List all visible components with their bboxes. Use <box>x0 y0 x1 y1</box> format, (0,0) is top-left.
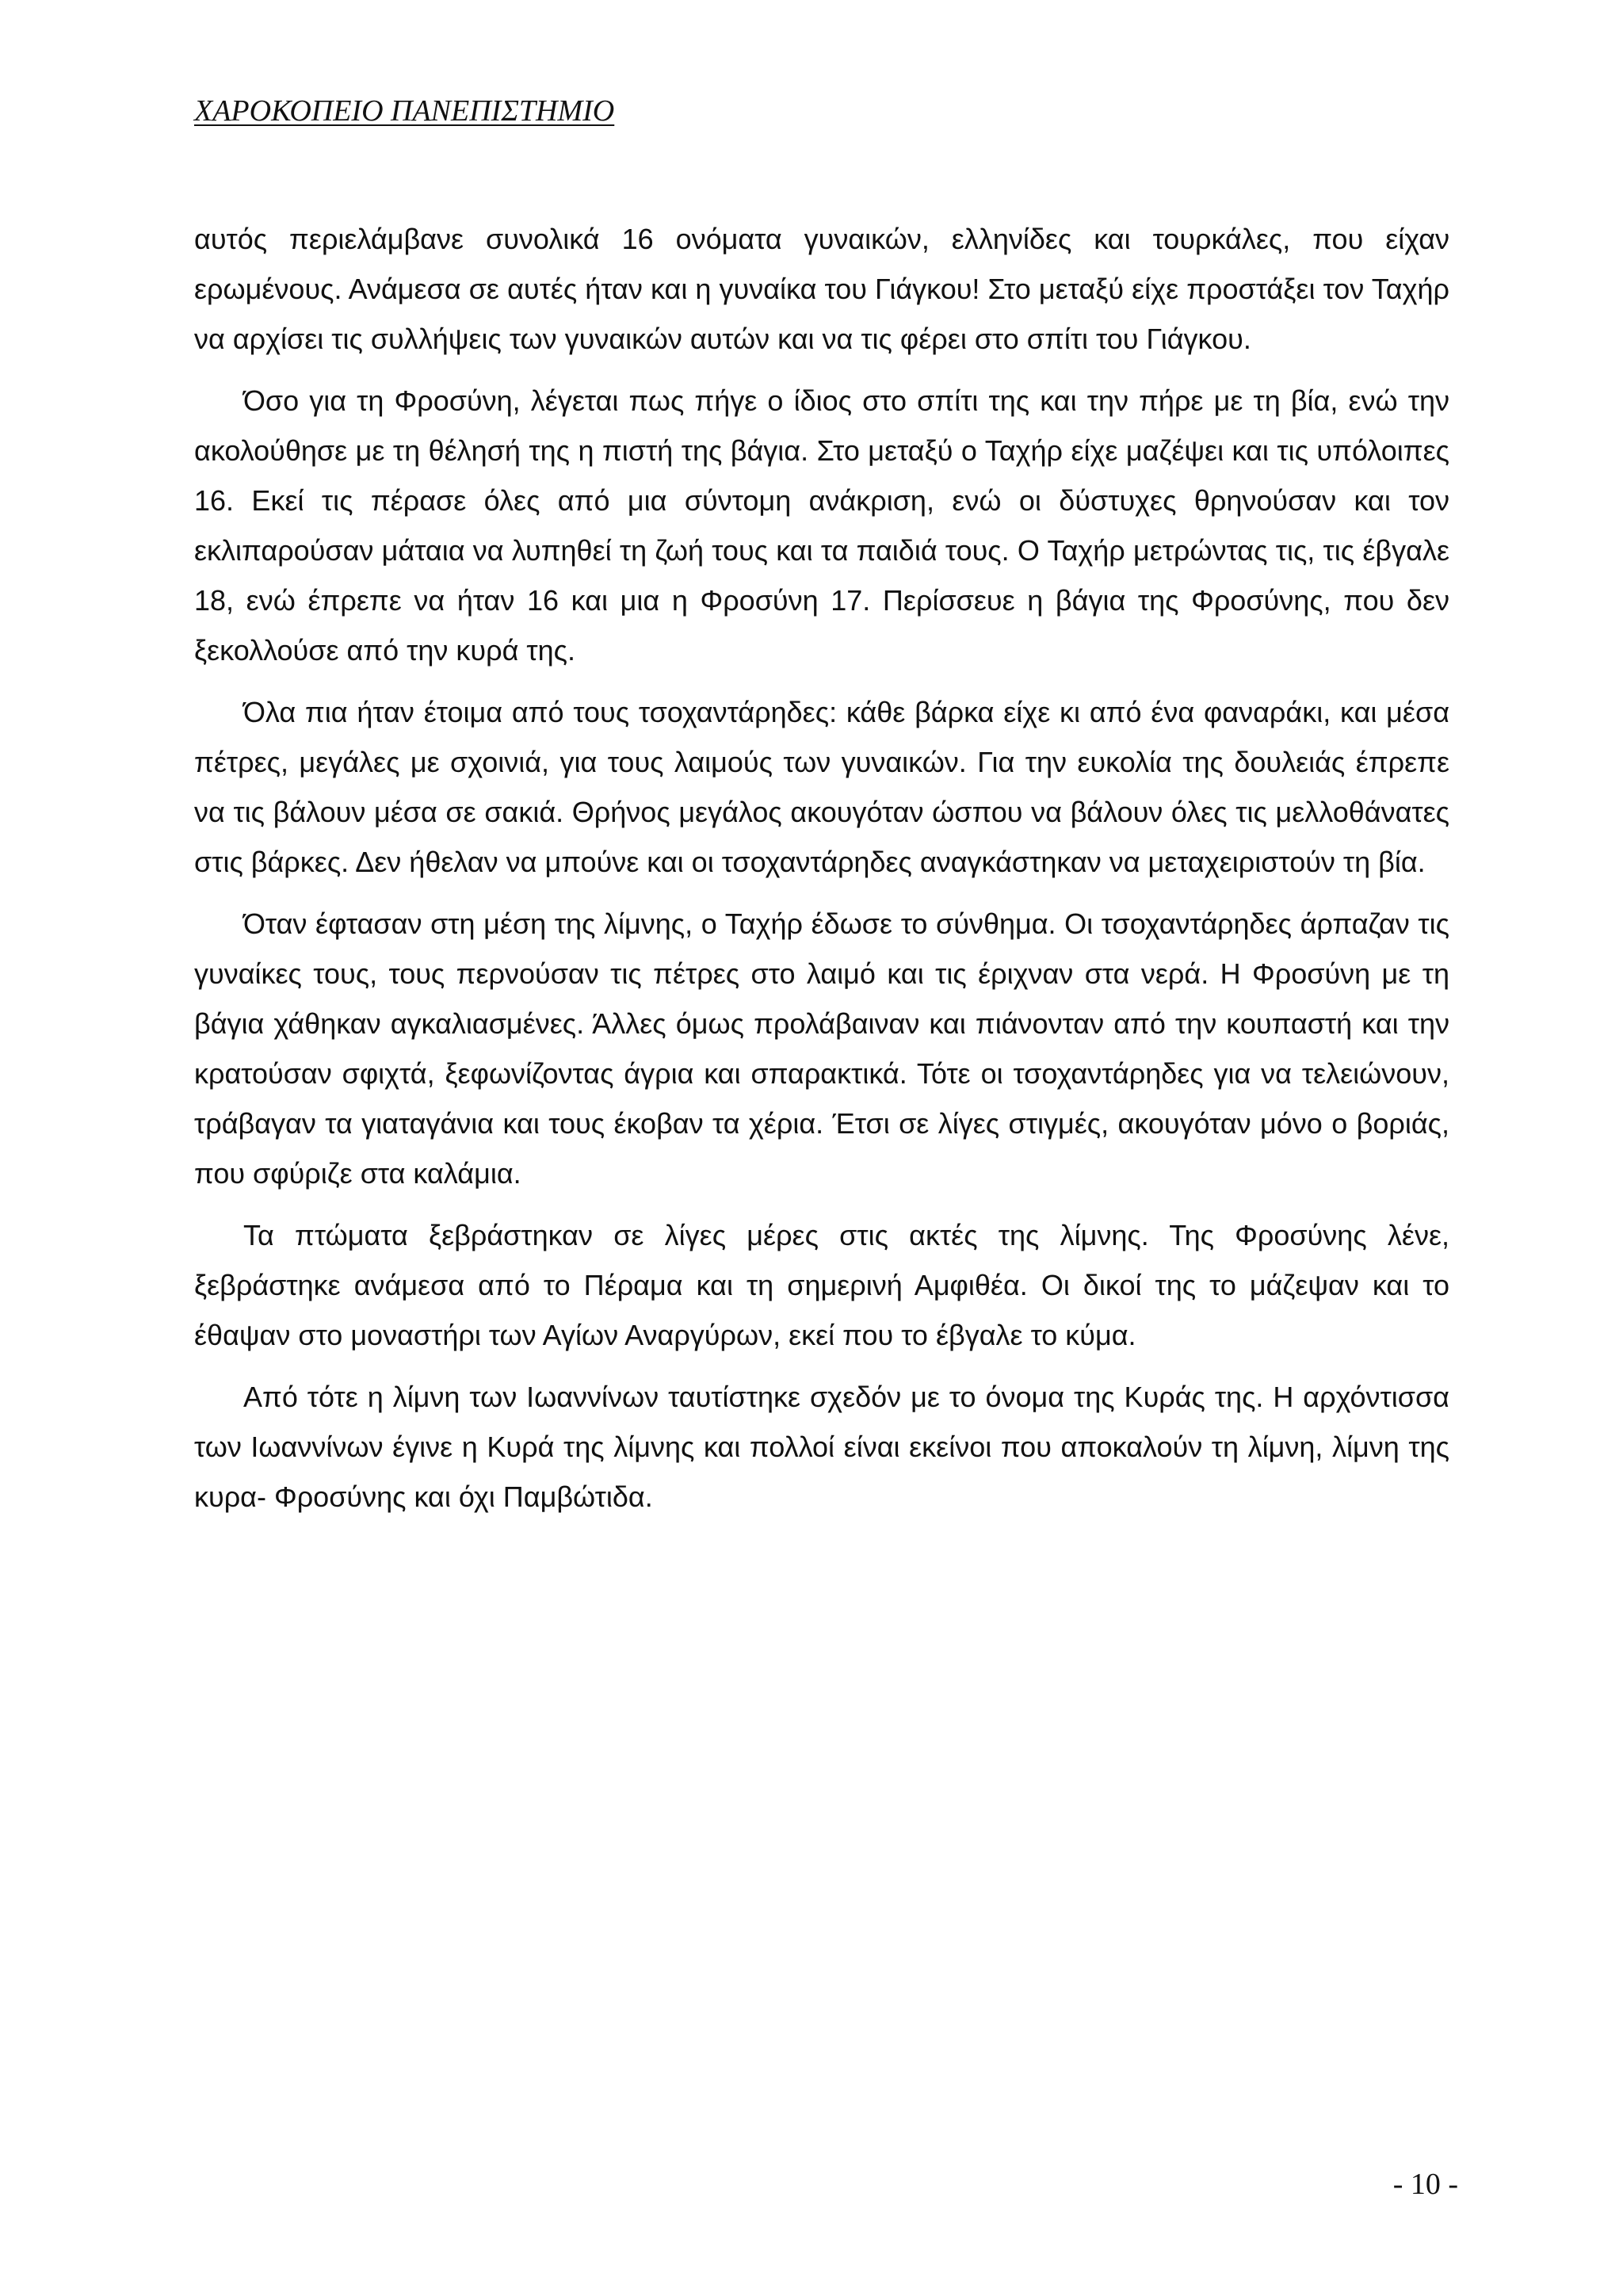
page-number: - 10 - <box>1392 2168 1458 2201</box>
paragraph-1: αυτός περιελάμβανε συνολικά 16 ονόματα γυναικών, ελληνίδες και τουρκάλες, που είχαν ερωμένους. Ανάμεσα σε αυτές ήταν και η γυναίκα του Γιάγκου! Στο μεταξύ είχε προστάξει τον Ταχήρ να αρχίσει τις συλλήψεις των γυναικών αυτών και να τις φέρει στο σπίτι του Γιάγκου. <box>194 223 1449 355</box>
paragraph-4: Όταν έφτασαν στη μέση της λίμνης, ο Ταχήρ έδωσε το σύνθημα. Οι τσοχαντάρηδες άρπαζαν τις γυναίκες τους, τους περνούσαν τις πέτρες στο λαιμό και τις έριχναν στα νερά. Η Φροσύνη με τη βάγια χάθηκαν αγκαλιασμένες. Άλλες όμως προλάβαιναν και πιάνονταν από την κουπαστή και την κρατούσαν σφιχτά, ξεφωνίζοντας άγρια και σπαρακτικά. Τότε οι τσοχαντάρηδες για να τελειώνουν, τράβαγαν τα γιαταγάνια και τους έκοβαν τα χέρια. Έτσι σε λίγες στιγμές, ακουγόταν μόνο ο βοριάς, που σφύριζε στα καλάμια. <box>194 907 1449 1190</box>
paragraph-6: Από τότε η λίμνη των Ιωαννίνων ταυτίστηκε σχεδόν με το όνομα της Κυράς της. Η αρχόντισσα των Ιωαννίνων έγινε η Κυρά της λίμνης και πολλοί είναι εκείνοι που αποκαλούν τη λίμνη, λίμνη της κυρα- Φροσύνης και όχι Παμβώτιδα. <box>194 1381 1449 1513</box>
paragraph-2: Όσο για τη Φροσύνη, λέγεται πως πήγε ο ίδιος στο σπίτι της και την πήρε με τη βία, ενώ την ακολούθησε με τη θέλησή της η πιστή της βάγια. Στο μεταξύ ο Ταχήρ είχε μαζέψει και τις υπόλοιπες 16. Εκεί τις πέρασε όλες από μια σύντομη ανάκριση, ενώ οι δύστυχες θρηνούσαν και τον εκλιπαρούσαν μάταια να λυπηθεί τη ζωή τους και τα παιδιά τους. Ο Ταχήρ μετρώντας τις, τις έβγαλε 18, ενώ έπρεπε να ήταν 16 και μια η Φροσύνη 17. Περίσσευε η βάγια της Φροσύνης, που δεν ξεκολλούσε από την κυρά της. <box>194 384 1449 667</box>
paragraph-3: Όλα πια ήταν έτοιμα από τους τσοχαντάρηδες: κάθε βάρκα είχε κι από ένα φαναράκι, και μέσα πέτρες, μεγάλες με σχοινιά, για τους λαιμούς των γυναικών. Για την ευκολία της δουλειάς έπρεπε να τις βάλουν μέσα σε σακιά. Θρήνος μεγάλος ακουγόταν ώσπου να βάλουν όλες τις μελλοθάνατες στις βάρκες. Δεν ήθελαν να μπούνε και οι τσοχαντάρηδες αναγκάστηκαν να μεταχειριστούν τη βία. <box>194 696 1449 878</box>
running-header: ΧΑΡΟΚΟΠΕΙΟ ΠΑΝΕΠΙΣΤΗΜΙΟ <box>194 94 615 128</box>
paragraph-5: Τα πτώματα ξεβράστηκαν σε λίγες μέρες στις ακτές της λίμνης. Της Φροσύνης λένε, ξεβράστηκε ανάμεσα από το Πέραμα και τη σημερινή Αμφιθέα. Οι δικοί της το μάζεψαν και το έθαψαν στο μοναστήρι των Αγίων Αναργύρων, εκεί που το έβγαλε το κύμα. <box>194 1219 1449 1351</box>
body-text <box>194 214 1449 1534</box>
